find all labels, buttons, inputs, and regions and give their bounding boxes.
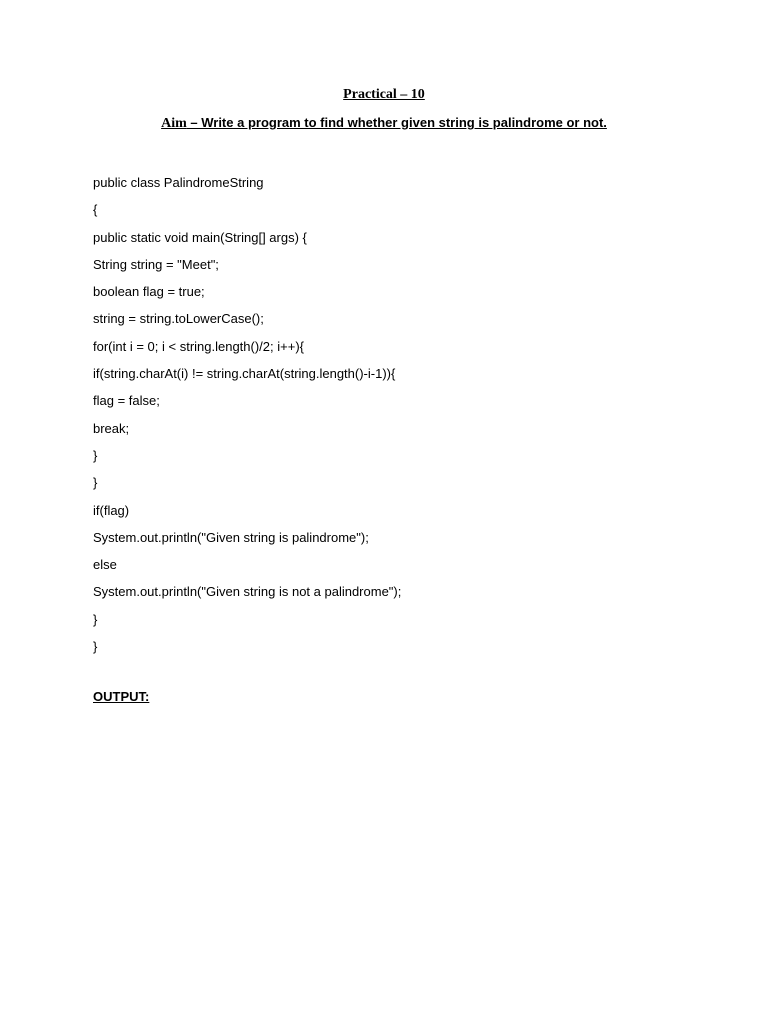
- aim-text: – Write a program to find whether given string is palindrome or not.: [186, 115, 607, 130]
- code-line: public class PalindromeString: [93, 175, 264, 190]
- code-line: }: [93, 611, 98, 627]
- code-line: }: [93, 639, 98, 655]
- aim-label: Aim: [161, 116, 187, 131]
- code-listing: [93, 169, 401, 660]
- code-line: if(flag): [93, 502, 130, 518]
- code-line: System.out.println("Given string is palindrome");: [93, 529, 369, 545]
- code-line: System.out.println("Given string is not a palindrome");: [93, 584, 402, 600]
- code-line: public static void main(String[] args) {: [93, 229, 307, 245]
- code-line: }: [93, 475, 98, 491]
- code-line: boolean flag = true;: [93, 284, 205, 300]
- code-line: }: [93, 447, 98, 463]
- page-title: Practical – 10: [343, 87, 425, 102]
- code-line: if(string.charAt(i) != string.charAt(string.length()-i-1)){: [93, 366, 396, 382]
- code-line: break;: [93, 420, 130, 436]
- code-line: flag = false;: [93, 393, 160, 409]
- code-line: {: [93, 202, 98, 218]
- code-line: string = string.toLowerCase();: [93, 311, 264, 327]
- aim-statement: [0, 115, 768, 132]
- code-line: else: [93, 557, 117, 573]
- code-line: for(int i = 0; i < string.length()/2; i++){: [93, 338, 304, 354]
- output-heading: OUTPUT:: [93, 689, 150, 704]
- code-line: String string = "Meet";: [93, 256, 219, 272]
